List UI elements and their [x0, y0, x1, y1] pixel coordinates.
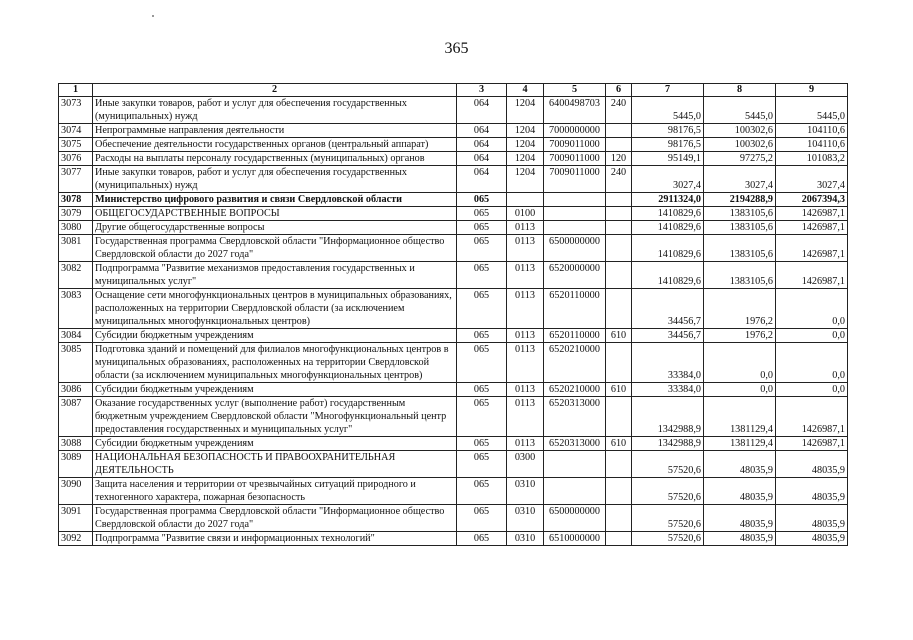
- cell-c8: 0,0: [704, 343, 776, 383]
- cell-c3: 065: [457, 329, 507, 343]
- cell-c9: 48035,9: [776, 478, 848, 505]
- cell-c6: [606, 193, 632, 207]
- cell-id: 3086: [59, 383, 93, 397]
- cell-c4: 0310: [507, 532, 544, 546]
- table-row: [59, 207, 848, 221]
- table-row: [59, 451, 848, 478]
- cell-c7: 98176,5: [632, 138, 704, 152]
- cell-c9: 101083,2: [776, 152, 848, 166]
- cell-name: Иные закупки товаров, работ и услуг для обеспечения государственных (муниципальных) нужд: [93, 166, 457, 193]
- column-header: 5: [544, 84, 606, 97]
- cell-id: 3073: [59, 97, 93, 124]
- cell-name: Подпрограмма "Развитие связи и информационных технологий": [93, 532, 457, 546]
- table-row: [59, 235, 848, 262]
- column-header: 1: [59, 84, 93, 97]
- cell-c9: 104110,6: [776, 124, 848, 138]
- cell-name: Обеспечение деятельности государственных органов (центральный аппарат): [93, 138, 457, 152]
- cell-name: Иные закупки товаров, работ и услуг для обеспечения государственных (муниципальных) нужд: [93, 97, 457, 124]
- table-row: [59, 124, 848, 138]
- cell-name: Государственная программа Свердловской области "Информационное общество Свердловской области до 2027 года": [93, 235, 457, 262]
- cell-c3: 065: [457, 532, 507, 546]
- cell-c5: 7000000000: [544, 124, 606, 138]
- cell-name: Субсидии бюджетным учреждениям: [93, 437, 457, 451]
- cell-id: 3079: [59, 207, 93, 221]
- cell-c8: 1976,2: [704, 289, 776, 329]
- cell-id: 3075: [59, 138, 93, 152]
- cell-id: 3077: [59, 166, 93, 193]
- cell-name: НАЦИОНАЛЬНАЯ БЕЗОПАСНОСТЬ И ПРАВООХРАНИТЕЛЬНАЯ ДЕЯТЕЛЬНОСТЬ: [93, 451, 457, 478]
- table-row: [59, 505, 848, 532]
- cell-name: Защита населения и территории от чрезвычайных ситуаций природного и техногенного характера, пожарная безопасность: [93, 478, 457, 505]
- cell-id: 3078: [59, 193, 93, 207]
- cell-c8: 100302,6: [704, 138, 776, 152]
- cell-c3: 065: [457, 397, 507, 437]
- cell-c6: [606, 124, 632, 138]
- cell-c5: 6520210000: [544, 383, 606, 397]
- cell-c3: 065: [457, 383, 507, 397]
- cell-c7: 57520,6: [632, 505, 704, 532]
- cell-c3: 065: [457, 505, 507, 532]
- table-row: [59, 152, 848, 166]
- cell-name: Министерство цифрового развития и связи Свердловской области: [93, 193, 457, 207]
- cell-c6: 610: [606, 329, 632, 343]
- cell-c4: 0113: [507, 329, 544, 343]
- cell-c4: 0310: [507, 478, 544, 505]
- cell-c9: 104110,6: [776, 138, 848, 152]
- cell-c5: 7009011000: [544, 152, 606, 166]
- cell-c3: 064: [457, 124, 507, 138]
- cell-id: 3091: [59, 505, 93, 532]
- cell-c4: 1204: [507, 152, 544, 166]
- table-row: [59, 397, 848, 437]
- cell-c6: [606, 138, 632, 152]
- cell-c6: [606, 235, 632, 262]
- cell-name: Оснащение сети многофункциональных центров в муниципальных образованиях, расположенных на территории Свердловской области (за исключением муниципальных многофункциональных центров): [93, 289, 457, 329]
- cell-c6: [606, 343, 632, 383]
- cell-c6: [606, 532, 632, 546]
- cell-c4: 1204: [507, 124, 544, 138]
- table-row: [59, 97, 848, 124]
- cell-c5: 7009011000: [544, 138, 606, 152]
- cell-c9: 0,0: [776, 329, 848, 343]
- cell-c7: 33384,0: [632, 383, 704, 397]
- cell-id: 3090: [59, 478, 93, 505]
- cell-c3: 065: [457, 193, 507, 207]
- cell-name: Подготовка зданий и помещений для филиалов многофункциональных центров в муниципальных образованиях, расположенных на территории Свердловской области (за исключением муниципальных многофункциональных центров): [93, 343, 457, 383]
- cell-c4: 0113: [507, 289, 544, 329]
- cell-c4: 1204: [507, 97, 544, 124]
- cell-name: Непрограммные направления деятельности: [93, 124, 457, 138]
- cell-c4: 1204: [507, 166, 544, 193]
- cell-c6: 610: [606, 383, 632, 397]
- cell-name: Расходы на выплаты персоналу государственных (муниципальных) органов: [93, 152, 457, 166]
- cell-c6: [606, 289, 632, 329]
- cell-c4: 0300: [507, 451, 544, 478]
- cell-c8: 5445,0: [704, 97, 776, 124]
- cell-c8: 1381129,4: [704, 437, 776, 451]
- cell-c7: 57520,6: [632, 478, 704, 505]
- cell-c5: 7009011000: [544, 166, 606, 193]
- cell-id: 3084: [59, 329, 93, 343]
- cell-c9: 0,0: [776, 289, 848, 329]
- cell-c9: 1426987,1: [776, 221, 848, 235]
- cell-id: 3081: [59, 235, 93, 262]
- cell-c8: 48035,9: [704, 451, 776, 478]
- table-row: [59, 383, 848, 397]
- cell-c4: 0310: [507, 505, 544, 532]
- column-header: 7: [632, 84, 704, 97]
- cell-c4: 0113: [507, 383, 544, 397]
- cell-c5: 6510000000: [544, 532, 606, 546]
- column-header: 4: [507, 84, 544, 97]
- table-row: [59, 262, 848, 289]
- table-row: [59, 343, 848, 383]
- cell-c8: 1976,2: [704, 329, 776, 343]
- cell-c5: 6520110000: [544, 289, 606, 329]
- table-row: [59, 166, 848, 193]
- table-row: [59, 193, 848, 207]
- cell-c5: 6520313000: [544, 397, 606, 437]
- cell-c5: 6520210000: [544, 343, 606, 383]
- cell-c6: [606, 221, 632, 235]
- cell-c7: 1410829,6: [632, 235, 704, 262]
- cell-c4: 0113: [507, 221, 544, 235]
- cell-c9: 1426987,1: [776, 262, 848, 289]
- cell-name: Оказание государственных услуг (выполнение работ) государственным бюджетным учреждением Свердловской области "Многофункциональный центр предоставления государственных и муниципальных услуг": [93, 397, 457, 437]
- cell-c8: 2194288,9: [704, 193, 776, 207]
- cell-c7: 2911324,0: [632, 193, 704, 207]
- cell-c8: 48035,9: [704, 478, 776, 505]
- cell-c9: 1426987,1: [776, 207, 848, 221]
- cell-name: Другие общегосударственные вопросы: [93, 221, 457, 235]
- cell-c9: 5445,0: [776, 97, 848, 124]
- cell-c7: 57520,6: [632, 532, 704, 546]
- cell-c3: 064: [457, 166, 507, 193]
- cell-c3: 065: [457, 478, 507, 505]
- cell-c6: [606, 451, 632, 478]
- cell-name: Субсидии бюджетным учреждениям: [93, 329, 457, 343]
- cell-c8: 48035,9: [704, 505, 776, 532]
- cell-c3: 065: [457, 437, 507, 451]
- cell-id: 3083: [59, 289, 93, 329]
- column-header: 8: [704, 84, 776, 97]
- cell-id: 3092: [59, 532, 93, 546]
- cell-c7: 3027,4: [632, 166, 704, 193]
- cell-c6: 610: [606, 437, 632, 451]
- budget-table: [58, 83, 848, 546]
- cell-id: 3088: [59, 437, 93, 451]
- column-header: 9: [776, 84, 848, 97]
- cell-id: 3085: [59, 343, 93, 383]
- cell-c5: [544, 207, 606, 221]
- cell-c4: 0100: [507, 207, 544, 221]
- cell-c7: 1342988,9: [632, 437, 704, 451]
- cell-c8: 1383105,6: [704, 235, 776, 262]
- cell-c7: 34456,7: [632, 329, 704, 343]
- cell-c7: 1410829,6: [632, 207, 704, 221]
- cell-c8: 100302,6: [704, 124, 776, 138]
- cell-c5: [544, 478, 606, 505]
- cell-c7: 5445,0: [632, 97, 704, 124]
- cell-c6: 240: [606, 166, 632, 193]
- cell-name: ОБЩЕГОСУДАРСТВЕННЫЕ ВОПРОСЫ: [93, 207, 457, 221]
- cell-c7: 33384,0: [632, 343, 704, 383]
- cell-c9: 1426987,1: [776, 437, 848, 451]
- cell-c8: 3027,4: [704, 166, 776, 193]
- cell-c9: 1426987,1: [776, 235, 848, 262]
- cell-c8: 1381129,4: [704, 397, 776, 437]
- cell-c3: 065: [457, 289, 507, 329]
- cell-c8: 1383105,6: [704, 262, 776, 289]
- table-row: [59, 138, 848, 152]
- cell-c8: 48035,9: [704, 532, 776, 546]
- cell-c9: 3027,4: [776, 166, 848, 193]
- cell-c5: [544, 451, 606, 478]
- table-row: [59, 329, 848, 343]
- cell-c7: 95149,1: [632, 152, 704, 166]
- cell-c4: [507, 193, 544, 207]
- cell-c3: 065: [457, 343, 507, 383]
- cell-c8: 97275,2: [704, 152, 776, 166]
- cell-c6: [606, 262, 632, 289]
- cell-c8: 1383105,6: [704, 207, 776, 221]
- cell-id: 3080: [59, 221, 93, 235]
- table-row: [59, 437, 848, 451]
- cell-c5: 6500000000: [544, 505, 606, 532]
- cell-c9: 1426987,1: [776, 397, 848, 437]
- table-row: [59, 532, 848, 546]
- cell-c7: 57520,6: [632, 451, 704, 478]
- cell-c3: 065: [457, 221, 507, 235]
- cell-c7: 1342988,9: [632, 397, 704, 437]
- cell-c8: 1383105,6: [704, 221, 776, 235]
- cell-id: 3076: [59, 152, 93, 166]
- cell-c3: 065: [457, 451, 507, 478]
- cell-c6: [606, 505, 632, 532]
- cell-c7: 34456,7: [632, 289, 704, 329]
- cell-id: 3089: [59, 451, 93, 478]
- cell-c3: 065: [457, 235, 507, 262]
- cell-c3: 064: [457, 138, 507, 152]
- cell-c6: 240: [606, 97, 632, 124]
- cell-c5: 6520110000: [544, 329, 606, 343]
- cell-c3: 064: [457, 97, 507, 124]
- cell-c9: 48035,9: [776, 532, 848, 546]
- cell-c7: 98176,5: [632, 124, 704, 138]
- cell-c3: 065: [457, 207, 507, 221]
- cell-c4: 1204: [507, 138, 544, 152]
- cell-c3: 064: [457, 152, 507, 166]
- cell-c9: 48035,9: [776, 505, 848, 532]
- cell-c6: 120: [606, 152, 632, 166]
- cell-c5: 6520000000: [544, 262, 606, 289]
- cell-c5: 6500000000: [544, 235, 606, 262]
- column-header: 3: [457, 84, 507, 97]
- cell-c8: 0,0: [704, 383, 776, 397]
- column-header: 6: [606, 84, 632, 97]
- cell-id: 3074: [59, 124, 93, 138]
- table-row: [59, 221, 848, 235]
- column-header: 2: [93, 84, 457, 97]
- cell-c5: 6520313000: [544, 437, 606, 451]
- cell-id: 3082: [59, 262, 93, 289]
- cell-c5: [544, 221, 606, 235]
- cell-c5: [544, 193, 606, 207]
- cell-c9: 0,0: [776, 343, 848, 383]
- cell-c9: 48035,9: [776, 451, 848, 478]
- cell-c6: [606, 207, 632, 221]
- cell-c7: 1410829,6: [632, 221, 704, 235]
- cell-c4: 0113: [507, 343, 544, 383]
- page-number: 365: [444, 40, 469, 57]
- cell-name: Государственная программа Свердловской области "Информационное общество Свердловской области до 2027 года": [93, 505, 457, 532]
- cell-c3: 065: [457, 262, 507, 289]
- cell-c4: 0113: [507, 437, 544, 451]
- cell-c9: 0,0: [776, 383, 848, 397]
- cell-c6: [606, 478, 632, 505]
- scan-speck: [152, 15, 154, 17]
- cell-id: 3087: [59, 397, 93, 437]
- cell-c6: [606, 397, 632, 437]
- table-row: [59, 478, 848, 505]
- header-row: [59, 84, 848, 97]
- cell-name: Субсидии бюджетным учреждениям: [93, 383, 457, 397]
- cell-name: Подпрограмма "Развитие механизмов предоставления государственных и муниципальных услуг": [93, 262, 457, 289]
- table-row: [59, 289, 848, 329]
- cell-c5: 6400498703: [544, 97, 606, 124]
- cell-c7: 1410829,6: [632, 262, 704, 289]
- cell-c9: 2067394,3: [776, 193, 848, 207]
- cell-c4: 0113: [507, 397, 544, 437]
- cell-c4: 0113: [507, 262, 544, 289]
- cell-c4: 0113: [507, 235, 544, 262]
